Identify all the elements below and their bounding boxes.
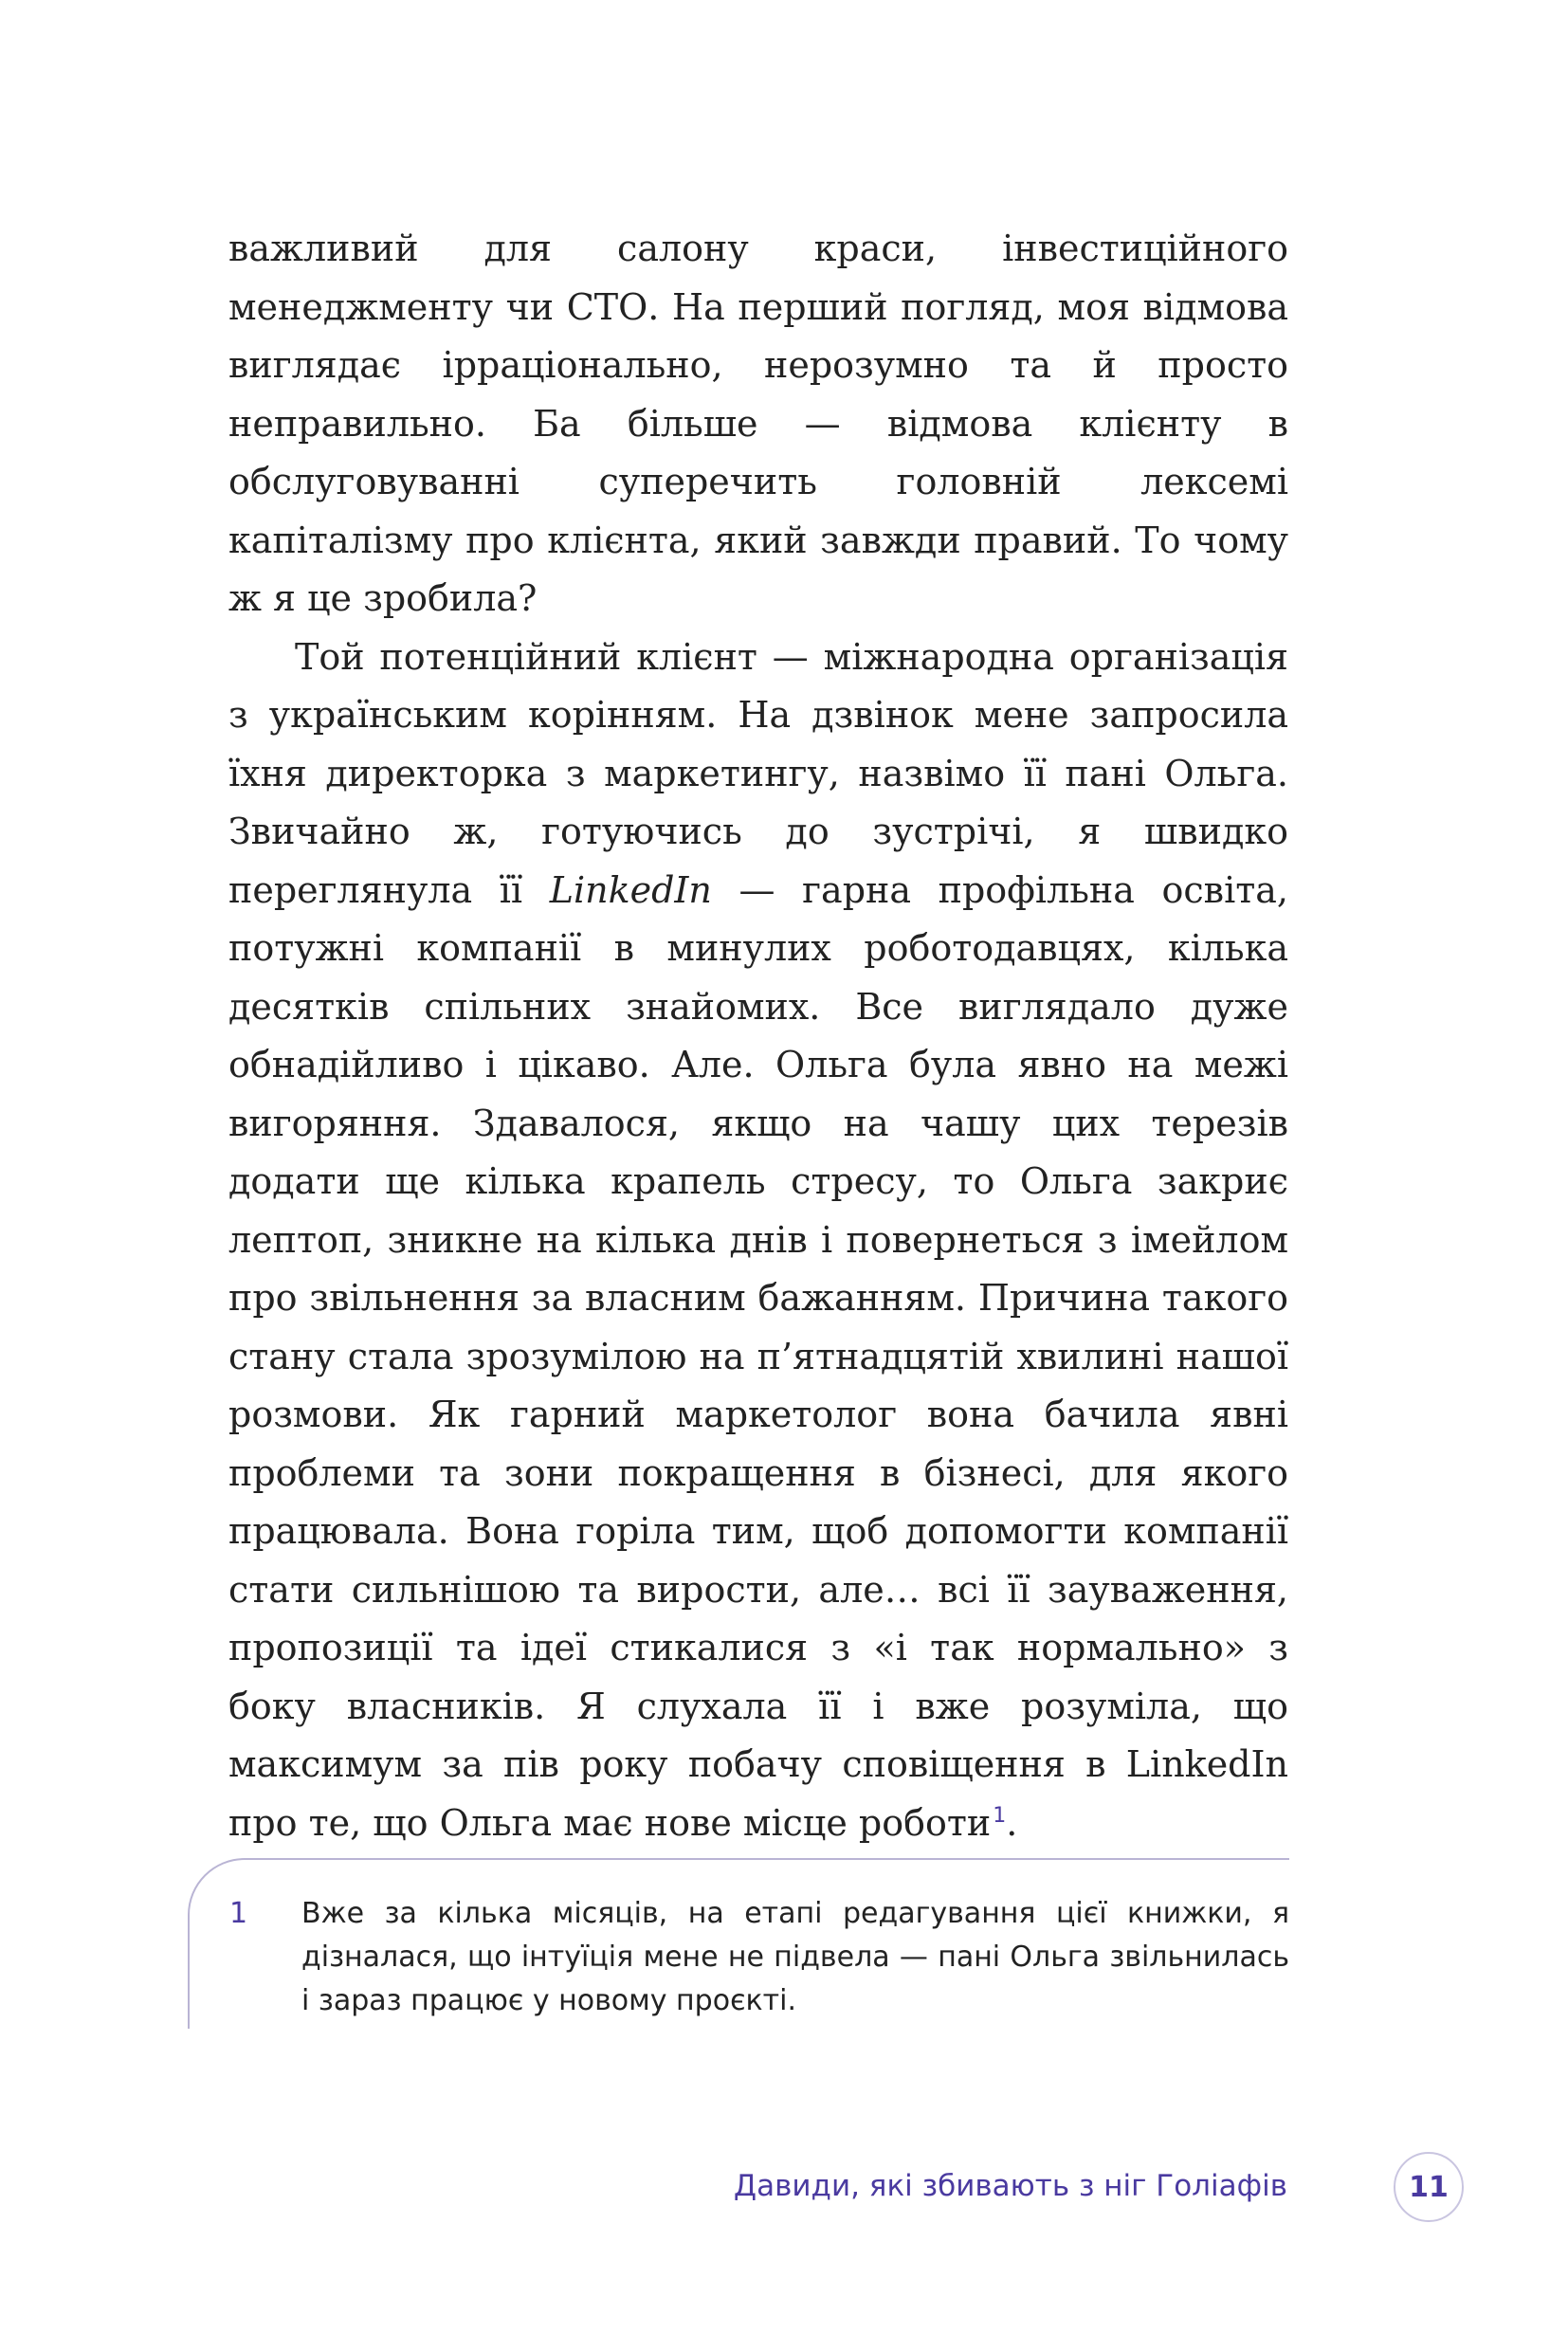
- page-number-badge: [1394, 2152, 1464, 2222]
- paragraph-2: [228, 629, 1288, 1853]
- paragraph-1: важливий для салону краси, інвестиційного менеджменту чи СТО. На перший погляд, моя відмова виглядає ірраціонально, нерозумно та й просто неправильно. Ба більше — відмова клієнту в обслуговуванні суперечить головній лексемі капіталізму про клієнта, який завжди правий. То чому ж я це зробила?: [228, 228, 1288, 619]
- page-number: 11: [1409, 2170, 1449, 2204]
- body-text: [228, 220, 1288, 1852]
- running-footer-title: Давиди, які збивають з ніг Голіафів: [733, 2169, 1287, 2203]
- paragraph-2-text-start: Той потенційний клієнт — міжнародна організація з українським корінням. На дзвінок мене запросила їхня директорка з маркетингу, назвімо її пані Ольга. Звичайно ж, готуючись до зустрічі, я швидко переглянула її: [228, 635, 1288, 911]
- footnote-text: Вже за кілька місяців, на етапі редагування цієї книжки, я дізналася, що інтуїція мене не підвела — пані Ольга звільнилась і зараз працює у новому проєкті.: [301, 1897, 1289, 2017]
- footnote-reference[interactable]: 1: [993, 1803, 1007, 1828]
- footnote-number: 1: [229, 1897, 248, 1930]
- paragraph-2-text-rest: — гарна профільна освіта, потужні компанії в минулих роботодавцях, кілька десятків спільних знайомих. Все виглядало дуже обнадійливо і цікаво. Але. Ольга була явно на межі вигоряння. Здавалося, якщо на чашу цих терезів додати ще кілька крапель стресу, то Ольга закриє лептоп, зникне на кілька днів і повернеться з імейлом про звільнення за власним бажанням. Причина такого стану стала зрозумілою на п’ятнадцятій хвилині нашої розмови. Як гарний маркетолог вона бачила явні проблеми та зони покращення в бізнесі, для якого працювала. Вона горіла тим, щоб допомогти компанії стати сильнішою та вирости, але… всі її зауваження, пропозиції та ідеї стикалися з «і так нормально» з боку власників. Я слухала її і вже розуміла, що максимум за пів року побачу сповіщення в LinkedIn про те, що Ольга має нове місце роботи: [228, 868, 1288, 1844]
- linkedin-italic: LinkedIn: [549, 868, 712, 911]
- paragraph-2-end: .: [1006, 1801, 1018, 1844]
- footnote: [188, 1858, 1289, 2029]
